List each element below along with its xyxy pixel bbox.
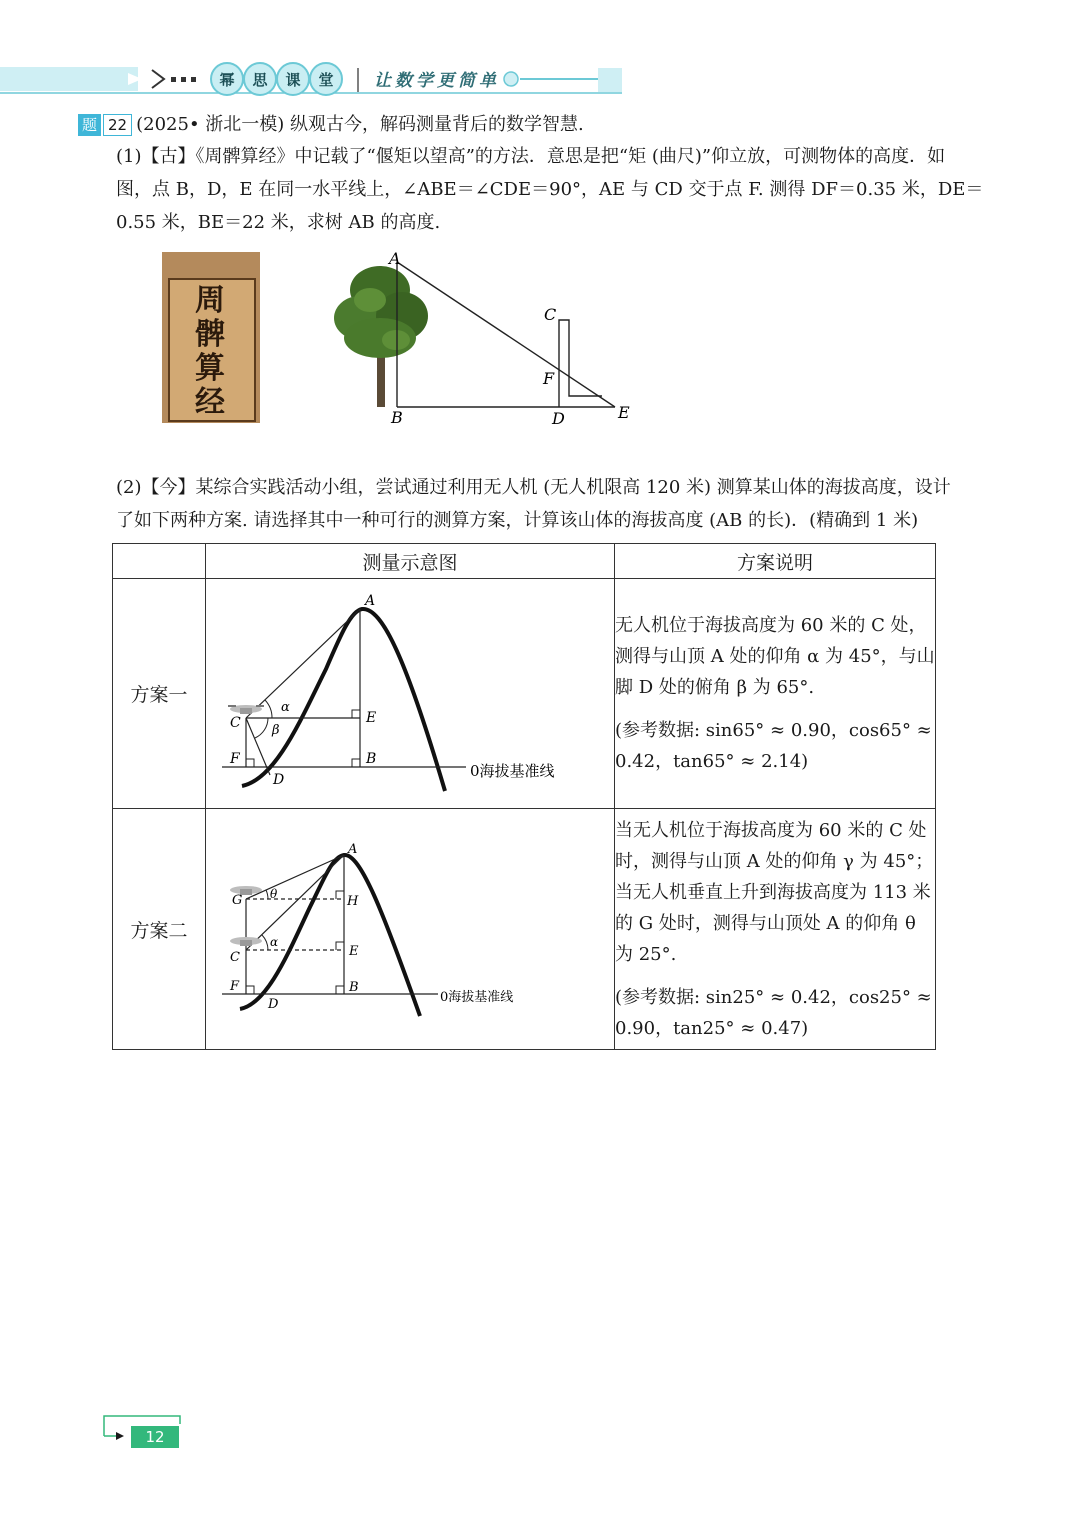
drone-icon: [230, 937, 262, 946]
p2-label-alpha: α: [270, 935, 279, 949]
part1-line1: (1)【古】《周髀算经》中记载了“偃矩以望高”的方法．意思是把“矩 (曲尺)”仰立放，可测物体的高度．如: [116, 146, 946, 167]
plan1-ref: (参考数据: sin65° ≈ 0.90，cos65° ≈ 0.42，tan65° ≈ 2.14): [615, 720, 932, 772]
drone-icon: [228, 705, 264, 714]
p2-label-d: D: [268, 997, 279, 1012]
p2-label-a: A: [348, 842, 358, 857]
page-number: 12: [131, 1426, 179, 1448]
book-title-char-4: 经: [195, 385, 225, 420]
question-badge: 题: [78, 114, 101, 136]
question-intro-line: [78, 114, 584, 136]
plan2-ref: (参考数据: sin25° ≈ 0.42，cos25° ≈ 0.90，tan25° ≈ 0.47): [615, 986, 932, 1039]
book-title-char-2: 髀: [195, 317, 225, 352]
plug-icon: [116, 1432, 124, 1440]
table-row-plan2: [113, 809, 936, 1050]
plan1-desc: 无人机位于海拔高度为 60 米的 C 处，测得与山顶 A 处的仰角 α 为 45°，与山脚 D 处的俯角 β 为 65°.: [615, 615, 935, 698]
p2-label-g: G: [232, 893, 243, 908]
fig1-label-c: C: [544, 305, 557, 324]
plan2-diagram: [206, 809, 614, 1045]
plan2-label: 方案二: [113, 809, 206, 1050]
p1-baseline-label: 0海拔基准线: [470, 762, 555, 780]
p2-label-f: F: [230, 979, 240, 994]
table-header-row: [113, 544, 936, 579]
p1-label-e: E: [366, 710, 377, 726]
part2-line2: 了如下两种方案. 请选择其中一种可行的测算方案，计算该山体的海拔高度 (AB 的长)．(精确到 1 米): [116, 510, 919, 531]
p2-label-h: H: [347, 894, 359, 909]
p2-label-theta: θ: [270, 887, 278, 901]
figure-tree-square: [330, 250, 640, 430]
tree-illustration: [334, 266, 428, 407]
part1-line2: 图，点 B，D，E 在同一水平线上，∠ABE＝∠CDE＝90°，AE 与 CD 交于点 F. 测得 DF＝0.35 米，DE＝: [116, 179, 984, 200]
p1-label-alpha: α: [281, 700, 290, 715]
col-header-desc: 方案说明: [615, 544, 936, 579]
fig1-label-b: B: [391, 408, 403, 427]
plan2-desc-cell: [615, 809, 936, 1050]
plan1-label: 方案一: [113, 579, 206, 809]
p1-label-c: C: [230, 715, 241, 731]
plan2-desc: 当无人机位于海拔高度为 60 米的 C 处时，测得与山顶 A 处的仰角 γ 为 45°；当无人机垂直上升到海拔高度为 113 米的 G 处时，测得与山顶处 A 的仰角 θ 为 25°.: [615, 819, 934, 965]
header-slogan: 让数学更简单: [374, 71, 500, 91]
brand-char-2: 思: [243, 62, 277, 96]
book-title-char-3: 算: [195, 351, 225, 386]
plan2-diagram-cell: [206, 809, 615, 1050]
question-intro: (2025• 浙北一模) 纵观古今，解码测量背后的数学智慧.: [136, 114, 584, 135]
table-row-plan1: [113, 579, 936, 809]
brand-char-1: 幂: [210, 62, 244, 96]
book-cover-image: [162, 252, 260, 423]
p1-label-beta: β: [272, 723, 280, 738]
brand-char-3: 课: [276, 62, 310, 96]
question-number: 22: [103, 114, 132, 136]
plan1-diagram: [206, 579, 614, 804]
fig1-label-f: F: [543, 369, 555, 388]
brand-char-4: 堂: [309, 62, 343, 96]
col-header-diagram: 测量示意图: [206, 544, 615, 579]
p1-label-f: F: [230, 751, 240, 767]
plan1-diagram-cell: [206, 579, 615, 809]
part2-line1: (2)【今】某综合实践活动小组，尝试通过利用无人机 (无人机限高 120 米) 测算某山体的海拔高度，设计: [116, 477, 951, 498]
fig1-label-e: E: [618, 403, 630, 422]
p2-label-b: B: [349, 980, 359, 995]
p1-label-b: B: [366, 751, 377, 767]
p2-baseline-label: 0海拔基准线: [440, 990, 514, 1005]
p1-label-d: D: [273, 772, 285, 788]
p2-label-e: E: [349, 944, 359, 959]
fig1-label-a: A: [389, 250, 401, 268]
fig1-label-d: D: [552, 409, 565, 428]
book-title-char-1: 周: [195, 283, 225, 318]
part1-line3: 0.55 米，BE＝22 米，求树 AB 的高度.: [116, 212, 441, 233]
plan-table: [112, 543, 936, 1050]
p2-label-c: C: [230, 950, 240, 965]
plan1-desc-cell: [615, 579, 936, 809]
p1-label-a: A: [365, 593, 376, 609]
